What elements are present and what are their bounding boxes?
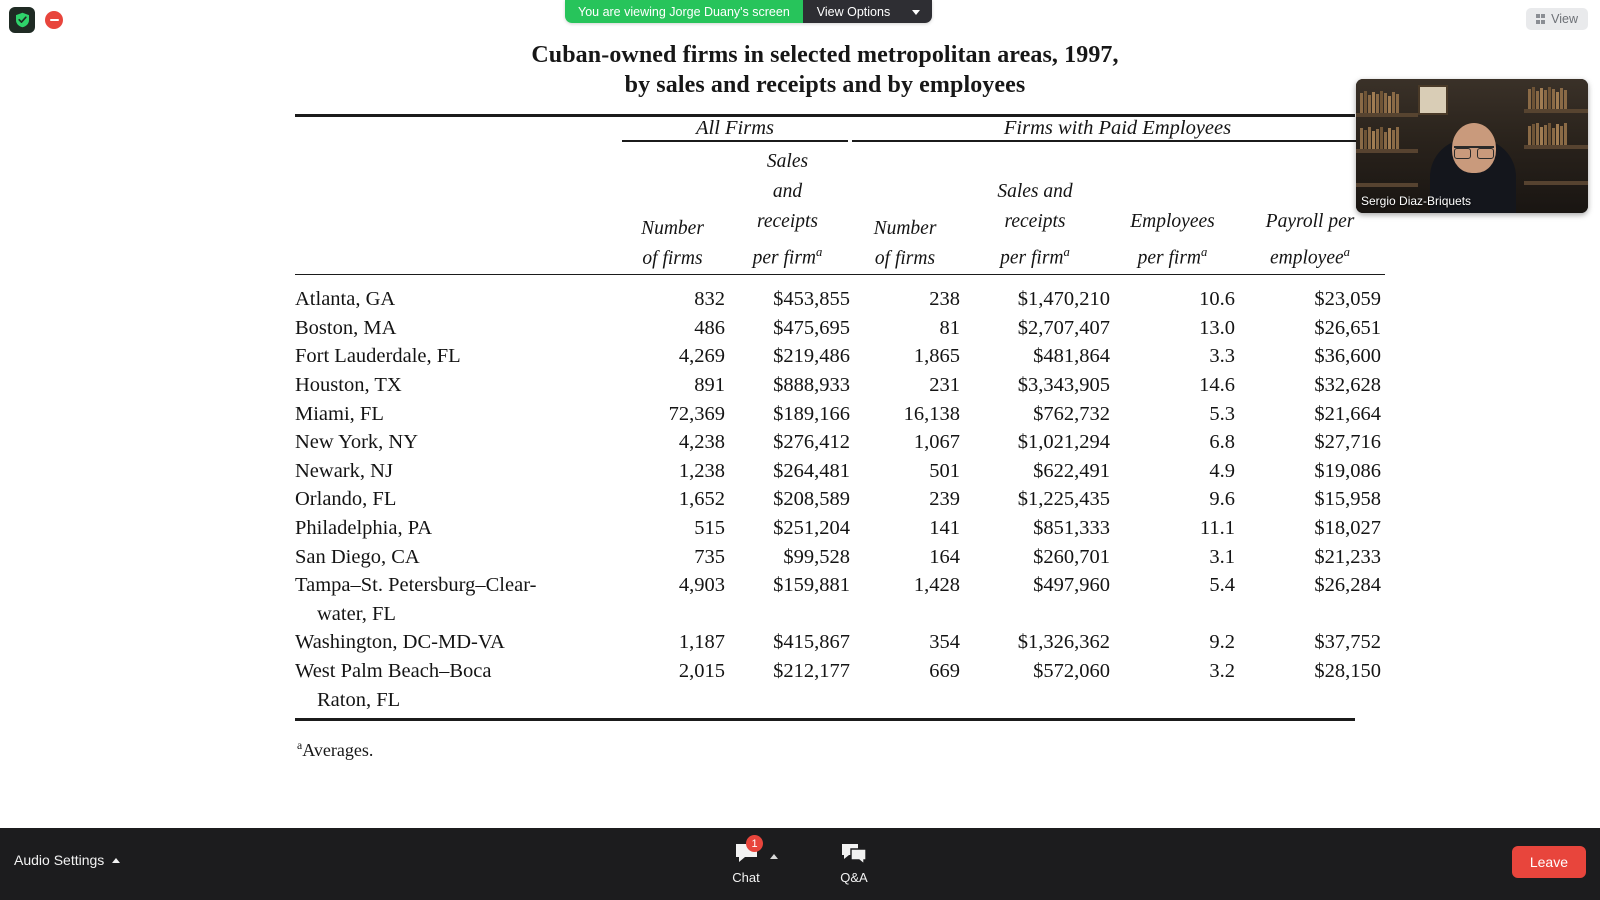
cell-all-firms-number: 1,187: [678, 631, 725, 654]
top-bar: [0, 0, 1600, 38]
cell-all-firms-sales: $415,867: [773, 631, 850, 654]
cell-paid-number: 501: [929, 459, 960, 482]
cell-paid-number: 239: [929, 488, 960, 511]
cell-all-firms-sales: $99,528: [783, 545, 850, 568]
cell-paid-sales: $481,864: [1033, 345, 1110, 368]
cell-all-firms-number: 486: [694, 316, 725, 339]
cell-paid-sales: $1,326,362: [1017, 631, 1110, 654]
cell-paid-number: 16,138: [903, 402, 960, 425]
row-area-label: Fort Lauderdale, FL: [295, 345, 461, 368]
cell-employees-per-firm: 14.6: [1199, 373, 1235, 396]
cell-payroll-per-employee: $19,086: [1314, 459, 1381, 482]
bookshelf-shelf: [1356, 183, 1418, 187]
chat-button[interactable]: [715, 838, 777, 885]
cell-all-firms-sales: $264,481: [773, 459, 850, 482]
screen-share-status-text: You are viewing Jorge Duany's screen: [565, 0, 803, 23]
table-row: [295, 628, 1385, 657]
table-row: [295, 428, 1385, 457]
table-row: [295, 543, 1385, 572]
cell-payroll-per-employee: $21,233: [1314, 545, 1381, 568]
cell-employees-per-firm: 9.2: [1209, 631, 1235, 654]
row-area-label: Miami, FL: [295, 402, 384, 425]
books-row: [1528, 87, 1567, 109]
table-footnote: $^a$Averages.: [297, 738, 374, 760]
page-title-line-1: Cuban-owned firms in selected metropolitan areas, 1997,: [531, 42, 1119, 68]
cell-all-firms-sales: $276,412: [773, 431, 850, 454]
chat-unread-badge: 1: [746, 835, 763, 852]
cell-paid-number: 669: [929, 659, 960, 682]
cell-paid-number: 141: [929, 516, 960, 539]
cell-paid-number: 164: [929, 545, 960, 568]
chat-label: Chat: [732, 870, 760, 885]
center-controls: [715, 838, 885, 885]
cell-payroll-per-employee: $18,027: [1314, 516, 1381, 539]
table-row: [295, 571, 1385, 600]
cell-all-firms-sales: $475,695: [773, 316, 850, 339]
cell-payroll-per-employee: $26,284: [1314, 574, 1381, 597]
meeting-controls-bar: [0, 828, 1600, 900]
cell-all-firms-number: 515: [694, 516, 725, 539]
column-header-employees-per-firm: Employees per firm$^a$: [1130, 211, 1215, 269]
cell-payroll-per-employee: $28,150: [1314, 659, 1381, 682]
column-header-all-firms-sales: Sales and receipts per firm$^a$: [752, 151, 823, 269]
page-title: [295, 40, 1355, 100]
cell-all-firms-sales: $212,177: [773, 659, 850, 682]
cell-all-firms-number: 2,015: [678, 659, 725, 682]
table-column-header-row: [295, 142, 1385, 274]
cell-paid-number: 354: [929, 631, 960, 654]
row-area-label: Atlanta, GA: [295, 288, 396, 311]
scanned-table-page: [295, 38, 1381, 761]
data-table: [295, 117, 1385, 714]
cell-paid-sales: $1,225,435: [1017, 488, 1110, 511]
table-footnote-text: Averages.: [302, 739, 374, 760]
cell-all-firms-number: 1,238: [678, 459, 725, 482]
cell-paid-sales: $1,470,210: [1017, 288, 1110, 311]
row-area-label: San Diego, CA: [295, 545, 420, 568]
audio-settings-button[interactable]: [14, 852, 120, 868]
row-area-label: Newark, NJ: [295, 459, 393, 482]
books-row: [1360, 127, 1399, 149]
cell-paid-sales: $497,960: [1033, 574, 1110, 597]
cell-paid-number: 1,865: [913, 345, 960, 368]
table-row-continuation: [295, 686, 1385, 715]
column-header-paid-number: Number of firms: [873, 217, 937, 269]
cell-employees-per-firm: 3.2: [1209, 659, 1235, 682]
qa-icon: [841, 838, 868, 868]
cell-all-firms-sales: $453,855: [773, 288, 850, 311]
qa-label: Q&A: [840, 870, 868, 885]
qa-button[interactable]: [823, 838, 885, 885]
row-area-label: Tampa–St. Petersburg–Clear-: [295, 574, 537, 597]
cell-paid-sales: $851,333: [1033, 516, 1110, 539]
cell-payroll-per-employee: $26,651: [1314, 316, 1381, 339]
table-row: [295, 371, 1385, 400]
grid-icon: [1536, 14, 1546, 24]
cell-all-firms-number: 72,369: [668, 402, 725, 425]
chevron-down-icon: [912, 10, 920, 15]
view-options-button[interactable]: [803, 0, 932, 23]
cell-employees-per-firm: 5.4: [1209, 574, 1235, 597]
table-spacer-row: [295, 275, 1385, 285]
table-row: [295, 657, 1385, 686]
screen-share-status-bar: [565, 0, 932, 23]
row-area-label: Orlando, FL: [295, 488, 397, 511]
bookshelf-shelf: [1524, 109, 1588, 113]
bookshelf-shelf: [1356, 113, 1418, 117]
cell-employees-per-firm: 5.3: [1209, 402, 1235, 425]
cell-payroll-per-employee: $32,628: [1314, 373, 1381, 396]
row-area-label: New York, NY: [295, 431, 419, 454]
table-row-continuation: [295, 600, 1385, 629]
cell-employees-per-firm: 3.1: [1209, 545, 1235, 568]
row-area-label-continued: water, FL: [317, 602, 396, 625]
column-header-paid-sales: Sales and receipts per firm$^a$: [997, 181, 1073, 269]
table-row: [295, 514, 1385, 543]
cell-all-firms-number: 4,269: [678, 345, 725, 368]
view-button-label: View: [1551, 12, 1578, 26]
cell-paid-sales: $1,021,294: [1017, 431, 1110, 454]
table-bottom-rule: [295, 718, 1355, 721]
page-title-line-2: by sales and receipts and by employees: [624, 72, 1026, 98]
column-header-all-firms-number: Number of firms: [641, 217, 704, 269]
cell-all-firms-sales: $888,933: [773, 373, 850, 396]
leave-button[interactable]: Leave: [1512, 846, 1586, 878]
cell-payroll-per-employee: $36,600: [1314, 345, 1381, 368]
bookshelf-shelf: [1524, 181, 1588, 185]
books-row: [1528, 123, 1567, 145]
cell-employees-per-firm: 10.6: [1199, 288, 1235, 311]
cell-paid-sales: $572,060: [1033, 659, 1110, 682]
group-header-all-firms: All Firms: [695, 117, 775, 139]
cell-employees-per-firm: 4.9: [1209, 459, 1235, 482]
table-row: [295, 285, 1385, 314]
cell-all-firms-number: 4,903: [678, 574, 725, 597]
bookshelf-shelf: [1356, 149, 1418, 153]
table-group-header-row: [295, 117, 1385, 140]
chevron-up-icon: [112, 858, 120, 863]
cell-all-firms-sales: $189,166: [773, 402, 850, 425]
view-options-label: View Options: [816, 4, 891, 19]
cell-all-firms-number: 4,238: [678, 431, 725, 454]
cell-payroll-per-employee: $15,958: [1314, 488, 1381, 511]
bookshelf-shelf: [1524, 145, 1588, 149]
audio-settings-label: Audio Settings: [14, 852, 105, 868]
column-header-payroll-per-employee: Payroll per employee$^a$: [1265, 211, 1355, 269]
table-row: [295, 314, 1385, 343]
cell-payroll-per-employee: $27,716: [1314, 431, 1381, 454]
row-area-label-continued: Raton, FL: [317, 688, 401, 711]
cell-employees-per-firm: 11.1: [1199, 516, 1235, 539]
table-row: [295, 400, 1385, 429]
table-row: [295, 457, 1385, 486]
cell-paid-number: 81: [939, 316, 960, 339]
chat-chevron-up-icon[interactable]: [770, 854, 778, 859]
cell-paid-number: 1,428: [913, 574, 960, 597]
cell-paid-number: 231: [929, 373, 960, 396]
books-row: [1360, 91, 1399, 113]
row-area-label: West Palm Beach–Boca: [295, 659, 492, 682]
view-layout-button[interactable]: [1526, 8, 1588, 30]
participant-video-thumbnail[interactable]: [1356, 79, 1588, 213]
cell-employees-per-firm: 9.6: [1209, 488, 1235, 511]
cell-all-firms-number: 832: [694, 288, 725, 311]
shield-check-icon[interactable]: [9, 7, 35, 33]
participant-name-label: Sergio Diaz-Briquets: [1361, 194, 1472, 208]
wall-picture-frame: [1418, 85, 1448, 115]
cell-paid-sales: $3,343,905: [1017, 373, 1110, 396]
cell-all-firms-number: 1,652: [678, 488, 725, 511]
cell-all-firms-number: 891: [694, 373, 725, 396]
cell-payroll-per-employee: $37,752: [1314, 631, 1381, 654]
row-area-label: Washington, DC-MD-VA: [295, 631, 505, 654]
row-area-label: Houston, TX: [295, 373, 402, 396]
recording-stop-icon[interactable]: [45, 11, 63, 29]
row-area-label: Boston, MA: [295, 316, 397, 339]
cell-paid-sales: $622,491: [1033, 459, 1110, 482]
row-area-label: Philadelphia, PA: [295, 516, 433, 539]
cell-paid-sales: $260,701: [1033, 545, 1110, 568]
cell-all-firms-sales: $208,589: [773, 488, 850, 511]
cell-paid-sales: $762,732: [1033, 402, 1110, 425]
group-header-paid-employees: Firms with Paid Employees: [1003, 117, 1232, 139]
cell-employees-per-firm: 6.8: [1209, 431, 1235, 454]
cell-payroll-per-employee: $23,059: [1314, 288, 1381, 311]
table-row: [295, 485, 1385, 514]
cell-paid-sales: $2,707,407: [1017, 316, 1110, 339]
cell-paid-number: 238: [929, 288, 960, 311]
table-row: [295, 342, 1385, 371]
glasses-icon: [1454, 146, 1494, 157]
cell-all-firms-sales: $251,204: [773, 516, 850, 539]
cell-all-firms-sales: $159,881: [773, 574, 850, 597]
cell-employees-per-firm: 3.3: [1209, 345, 1235, 368]
cell-paid-number: 1,067: [913, 431, 960, 454]
cell-all-firms-sales: $219,486: [773, 345, 850, 368]
cell-all-firms-number: 735: [694, 545, 725, 568]
shared-screen-content: [0, 38, 1600, 828]
recording-stop-bar: [50, 19, 59, 21]
cell-payroll-per-employee: $21,664: [1314, 402, 1381, 425]
cell-employees-per-firm: 13.0: [1199, 316, 1235, 339]
